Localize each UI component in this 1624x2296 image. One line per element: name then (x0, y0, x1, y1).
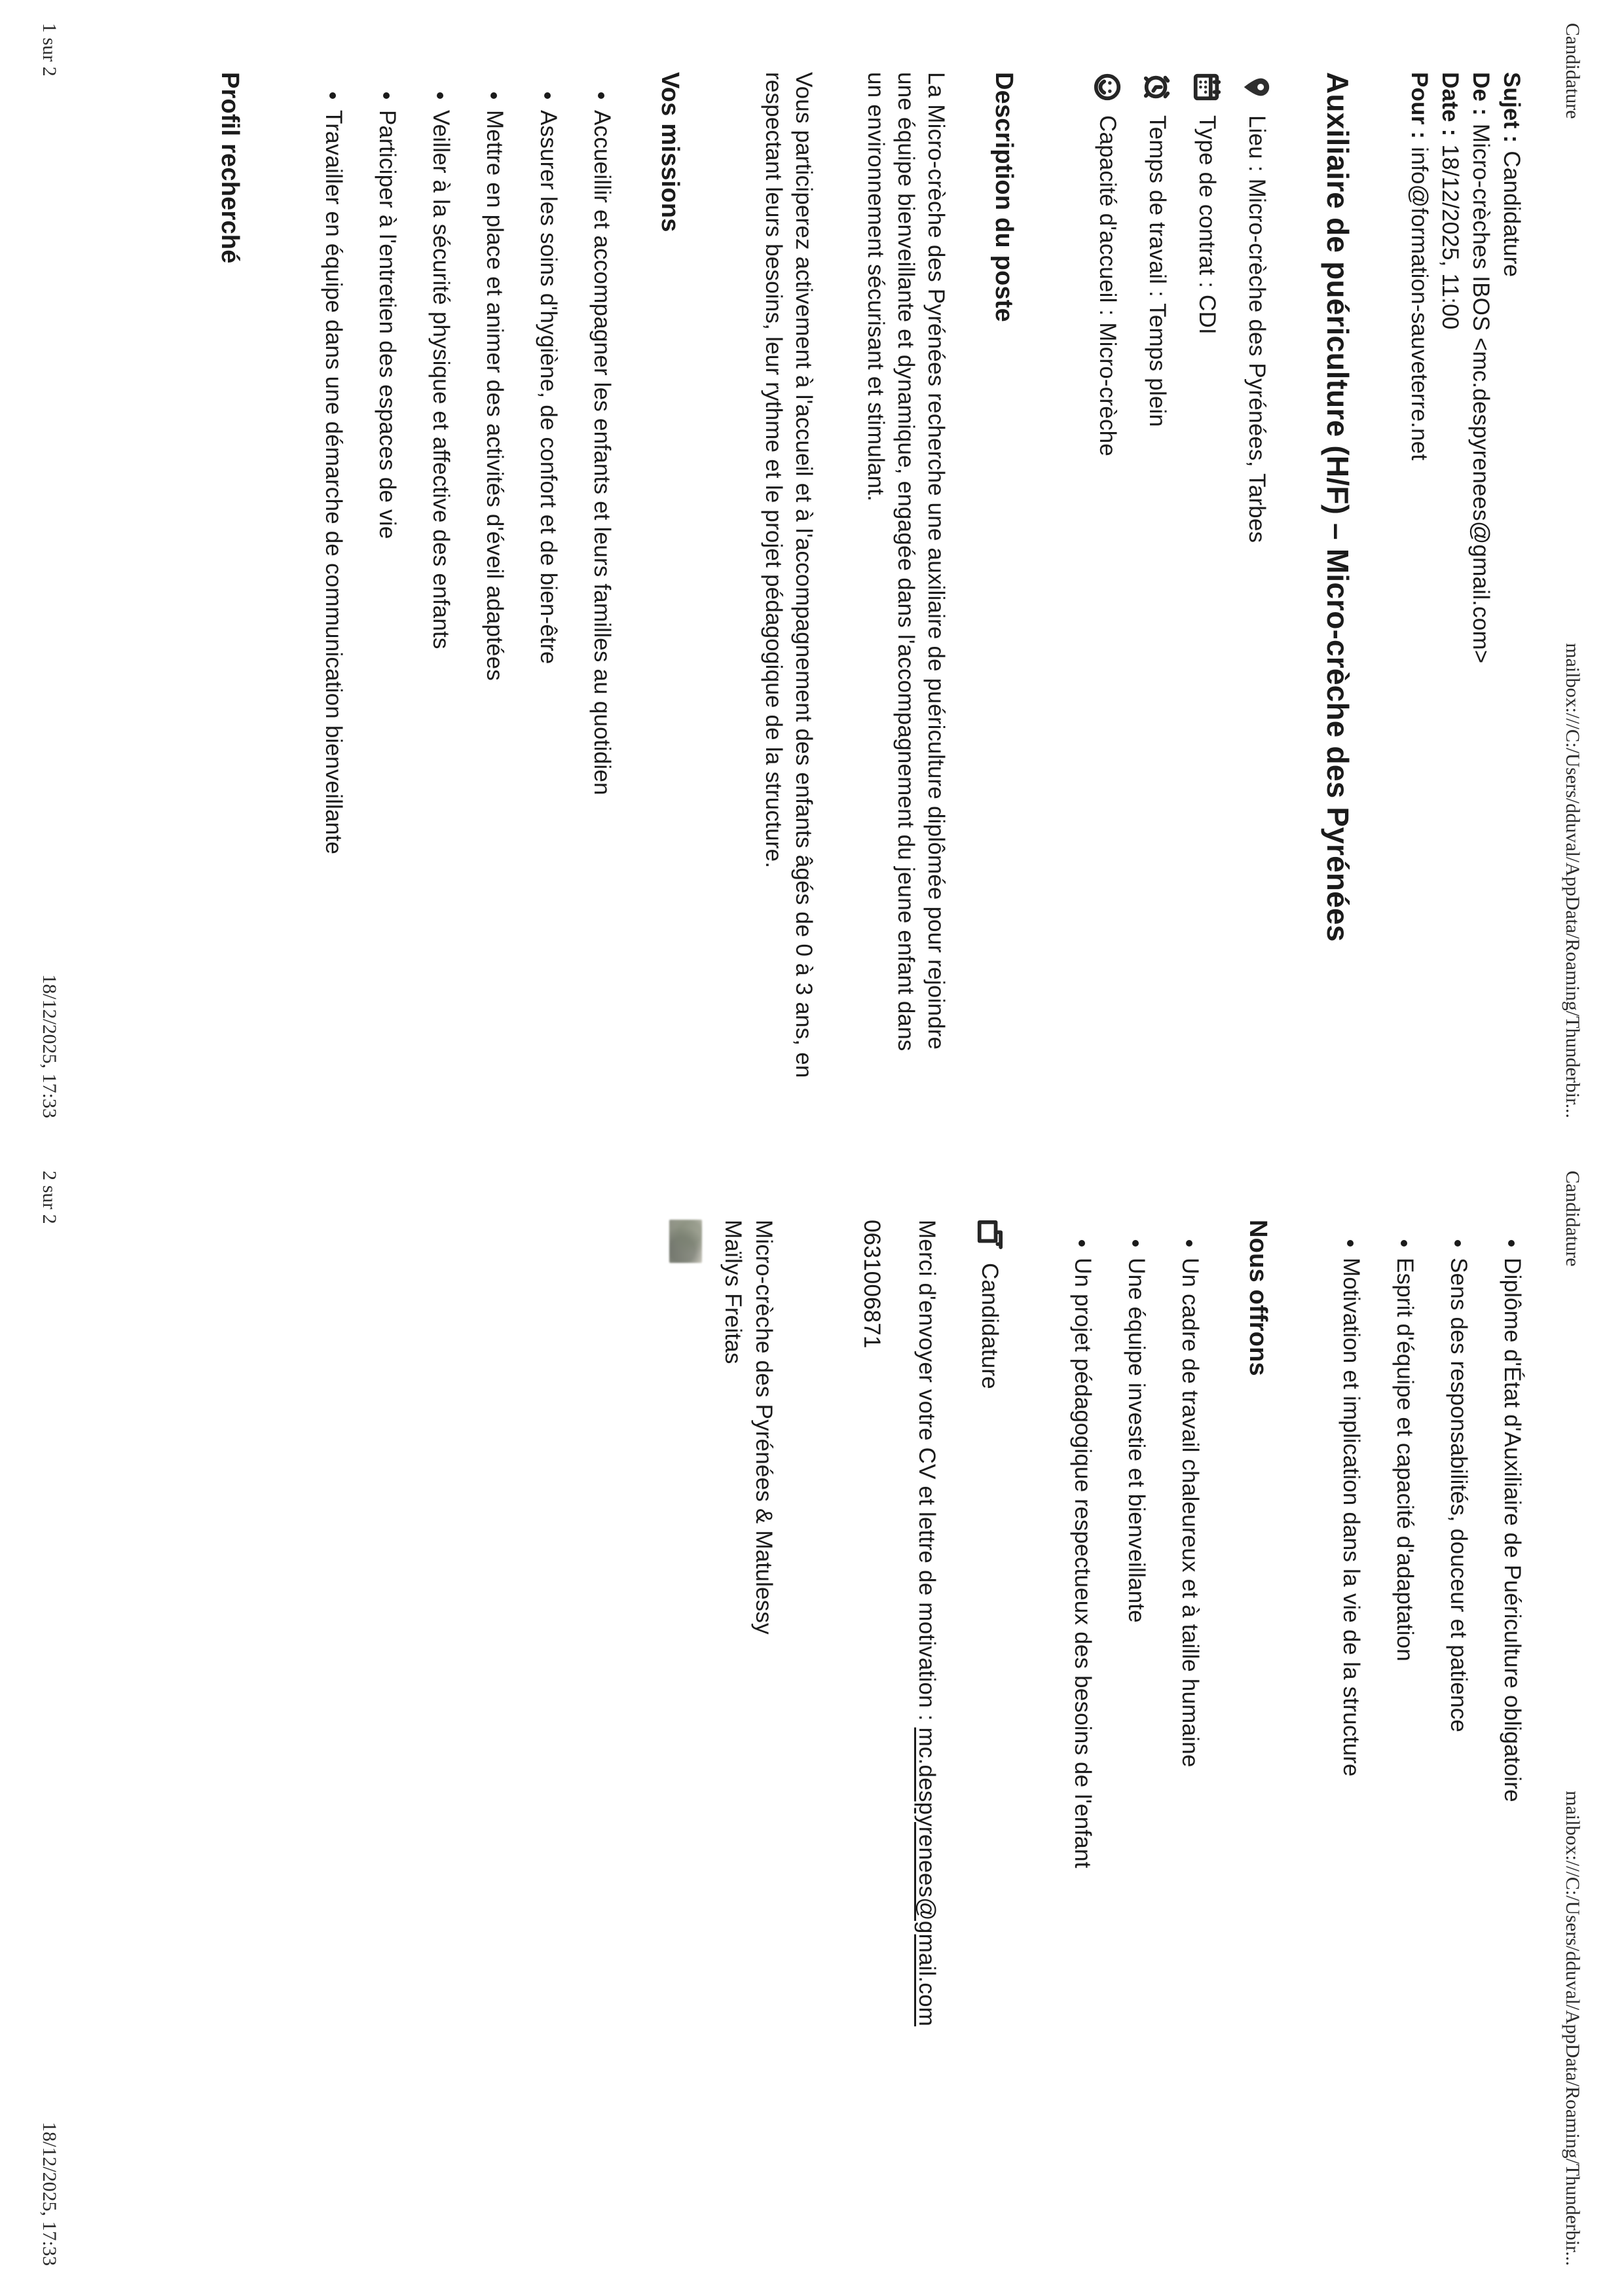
print-datetime: 18/12/2025, 17:33 (39, 974, 60, 1118)
meta-label-from: De : (1468, 72, 1494, 116)
printed-page-2 (0, 1148, 1624, 2295)
detail-row-lieu (1242, 72, 1272, 1082)
missions-item: • Travailler en équipe dans une démarche de communication bienveillante (318, 110, 348, 1082)
missions-item: • Accueillir et accompagner les enfants et leurs familles au quotidien (587, 110, 617, 1082)
phone-number: 0631006871 (859, 1220, 885, 1349)
signature-logo-image (669, 1220, 702, 1263)
alarm-clock-icon (1142, 72, 1172, 102)
meta-row-date (1435, 72, 1466, 1082)
profil-item: • Motivation et implication dans la vie de la structure (1336, 1258, 1366, 2230)
location-pin-icon (1242, 72, 1272, 102)
email-link: mc.despyrenees@gmail.com (914, 1727, 940, 2027)
meta-value-subject: Candidature (1499, 151, 1524, 278)
page-title: Auxiliaire de puériculture (H/F) – Micro-crèche des Pyrénées (1321, 72, 1355, 942)
attachment-file-icon (976, 1220, 1003, 1250)
section-heading-profil: Profil recherché (216, 72, 244, 264)
meta-label-to: Pour : (1407, 72, 1432, 139)
missions-list (318, 72, 617, 1082)
detail-row-capacite (1092, 72, 1122, 1082)
print-header-title: Candidature (1562, 23, 1583, 119)
meta-value-to: info@formation-sauveterre.net (1407, 147, 1432, 461)
offrons-item: • Une équipe investie et bienveillante (1121, 1258, 1151, 2230)
calendar-icon (1192, 72, 1222, 102)
meta-value-date: 18/12/2025, 11:00 (1437, 144, 1463, 330)
meta-label-subject: Sujet : (1499, 72, 1524, 143)
meta-label-date: Date : (1437, 72, 1463, 137)
detail-row-temps (1142, 72, 1172, 1082)
detail-row-contrat (1192, 72, 1222, 1082)
missions-item: • Assurer les soins d'hygiène, de confort et de bien-être (533, 110, 563, 1082)
signature-company: Micro-crèche des Pyrénées & Matulessy (751, 1220, 777, 1635)
offrons-list (1067, 1220, 1205, 2230)
print-header-url: mailbox:///C:/Users/dduval/AppData/Roaming/Thunderbir... (1562, 643, 1583, 1118)
profil-list (1336, 1220, 1527, 2230)
description-paragraph-1: La Micro-crèche des Pyrénées recherche une auxiliaire de puériculture diplômée pour rejoindre une équipe bienveillante et dynamique, engagée dans l'accompagnement du jeune enfant dans un environnement sécurisant et stimulant. (863, 72, 949, 1051)
email-body-page-1 (177, 72, 1527, 1082)
detail-text-capacite: Capacité d'accueil : Micro-crèche (1095, 115, 1120, 456)
description-paragraph-2: Vous participerez activement à l'accueil et à l'accompagnement des enfants âgés de 0 à 3 ans, en respectant leurs besoins, leur rythme et le projet pédagogique de la structure. (761, 72, 817, 1078)
profil-item: • Diplôme d'État d'Auxiliaire de Puériculture obligatoire (1497, 1258, 1527, 2230)
detail-text-lieu: Lieu : Micro-crèche des Pyrénées, Tarbes (1244, 115, 1270, 543)
contact-line (912, 1220, 942, 2230)
missions-item: • Mettre en place et animer des activités d'éveil adaptées (479, 110, 509, 1082)
signature-person: Maïlys Freitas (720, 1220, 746, 1364)
print-header-url: mailbox:///C:/Users/dduval/AppData/Roaming/Thunderbir... (1562, 1791, 1583, 2266)
email-meta-block (1404, 72, 1527, 1082)
page-number: 2 sur 2 (39, 1171, 60, 1224)
meta-row-from (1466, 72, 1496, 1082)
print-header (1561, 1171, 1583, 2266)
smiley-face-icon (1092, 72, 1122, 102)
attachment-label: Candidature (977, 1263, 1003, 1389)
print-footer (38, 1171, 60, 2266)
offrons-item: • Un cadre de travail chaleureux et à taille humaine (1175, 1258, 1205, 2230)
detail-text-contrat: Type de contrat : CDI (1194, 115, 1220, 335)
profil-item: • Sens des responsabilités, douceur et patience (1443, 1258, 1473, 2230)
print-footer (38, 23, 60, 1118)
job-details (1092, 72, 1272, 1082)
section-heading-offrons: Nous offrons (1244, 1220, 1272, 1376)
offrons-item: • Un projet pédagogique respectueux des besoins de l'enfant (1067, 1258, 1098, 2230)
missions-item: • Participer à l'entretien des espaces de vie (372, 110, 402, 1082)
signature-block (718, 1220, 779, 2230)
page-2-content (0, 1148, 1624, 2295)
contact-prefix: Merci d'envoyer votre CV et lettre de motivation : (914, 1220, 940, 1728)
meta-row-subject (1496, 72, 1527, 1082)
meta-value-from: Micro-crèches IBOS <mc.despyrenees@gmail.com> (1468, 123, 1494, 664)
section-heading-missions: Vos missions (656, 72, 684, 232)
detail-text-temps: Temps de travail : Temps plein (1145, 115, 1170, 428)
print-datetime: 18/12/2025, 17:33 (39, 2121, 60, 2266)
email-body-page-2 (669, 1220, 1527, 2230)
attachment-row (974, 1220, 1005, 2230)
meta-row-to (1404, 72, 1435, 1082)
missions-item: • Veiller à la sécurité physique et affective des enfants (426, 110, 456, 1082)
print-header (1561, 23, 1583, 1118)
section-heading-description: Description du poste (990, 72, 1018, 322)
print-header-title: Candidature (1562, 1171, 1583, 1267)
page-number: 1 sur 2 (39, 23, 60, 77)
profil-item: • Esprit d'équipe et capacité d'adaptation (1390, 1258, 1420, 2230)
